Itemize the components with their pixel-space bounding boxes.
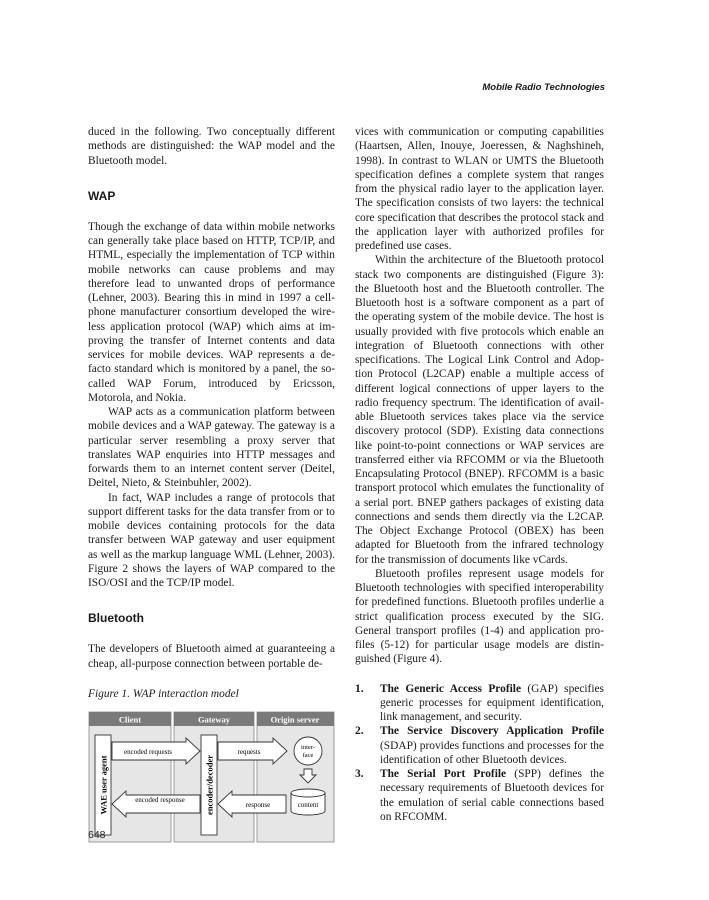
wap-interaction-figure xyxy=(88,711,335,843)
left-column xyxy=(88,125,335,843)
list-item-text: (SPP) defines the necessary requirements of Bluetooth devices for the emulation of serial cable connections based on RFCOMM. xyxy=(380,768,604,823)
origin-server-panel xyxy=(257,712,334,842)
figure-caption: Figure 1. WAP interaction model xyxy=(88,687,239,700)
wap-paragraph-2: WAP acts as a communication platform between mobile devices and a WAP gateway. The gateway is a particular server resembling a proxy server that translates WAP enquiries into HTTP messages and forwards them to an internet content server (Deitel, Deitel, Nieto, & Steinbuhler, 2002). xyxy=(88,406,335,490)
list-item: 2. The Service Discovery Application Profile (SDAP) provides functions and processes for the identification of other Bluetooth devices. xyxy=(355,725,604,766)
bluetooth-paragraph-1: The developers of Bluetooth aimed at guaranteeing a cheap, all-purpose connection between portable de- xyxy=(88,643,335,670)
page-number: 648 xyxy=(88,829,106,841)
list-item: 1. The Generic Access Profile (GAP) specifies generic processes for equipment identification, link management, and security. xyxy=(355,682,604,723)
encoded-response-arrow xyxy=(112,791,200,817)
encoder-decoder-label: encoder/decoder xyxy=(204,755,215,815)
list-item: 3. The Serial Port Profile (SPP) defines the necessary requirements of Bluetooth devices for the emulation of serial cable connections based on RFCOMM. xyxy=(355,768,604,823)
encoded-response-label: encoded response xyxy=(135,796,185,804)
list-item-term: The Service Discovery Application Profile xyxy=(380,725,604,738)
response-label: response xyxy=(245,801,271,809)
right-column xyxy=(355,125,604,824)
list-item-term: The Generic Access Profile xyxy=(380,682,522,695)
gateway-header: Gateway xyxy=(197,714,231,725)
profile-list xyxy=(355,682,604,825)
requests-label: requests xyxy=(237,748,261,756)
list-item-term: The Serial Port Profile xyxy=(380,768,507,780)
list-item-text: (SDAP) provides functions and processes for the identification of other Bluetooth devices. xyxy=(380,739,604,766)
interface-label-line2: face xyxy=(302,752,314,759)
bluetooth-paragraph-3: Within the architecture of the Bluetooth protocol stack two components are distinguished (Figure 3): the Bluetooth host and the Bluetooth controller. The Bluetooth host is a software component as a part of the operating system of the mobile device. The host is usually provided with five protocols which enable an integration of Bluetooth connections with other specifications. The Logical Link Control and Adop-tion Protocol (L2CAP) enable a multiple access of different logical connections of upper layers to the radio frequency spectrum. The identification of avail-able Bluetooth services takes place via the service discovery protocol (SDP). Existing data connections like point-to-point connections or WAP services are transferred either via RFCOMM or via the Bluetooth Encapsulating Protocol (BNEP). RFCOMM is a basic transport protocol which emulates the functionality of a serial port. BNEP gathers packages of existing data connections and sends them directly via the L2CAP. The Object Exchange Protocol (OBEX) has been adapted for Bluetooth from the infrared technology for the transmission of documents like vCards. xyxy=(355,254,604,566)
wap-paragraph-3: In fact, WAP includes a range of protocols that support different tasks for the data transfer from or to mobile devices containing protocols for the data transfer between WAP gateway and user equipment as well as the markup language WML (Lehner, 2003). Figure 2 shows the layers of WAP compared to the ISO/OSI and the TCP/IP model. xyxy=(88,491,335,589)
client-header: Client xyxy=(118,714,142,725)
encoded-requests-label: encoded requests xyxy=(123,748,173,756)
bluetooth-paragraph-2: vices with communication or computing capabilities (Haartsen, Allen, Inouye, Joeressen, & Naghshineh, 1998). In contrast to WLAN or UMTS the Bluetooth specification defines a complete system that ranges from the physical radio layer to the application layer. The specification consists of two layers: the technical core specification that describes the protocol stack and the application layer with authorized profiles for predefined use cases. xyxy=(355,126,604,252)
wae-user-agent-label: WAE user agent xyxy=(98,755,109,815)
origin-server-header: Origin server xyxy=(270,714,320,725)
content-store-top xyxy=(291,789,325,797)
interface-label-line1: inter- xyxy=(301,744,315,751)
wap-diagram xyxy=(88,711,335,843)
list-item-text: (GAP) specifies generic processes for equipment identification, link management, and security. xyxy=(380,682,604,723)
interface-node xyxy=(294,737,322,765)
section-heading-bluetooth: Bluetooth xyxy=(88,611,144,626)
wap-paragraph-1: Though the exchange of data within mobile networks can generally take place based on HTTP, TCP/IP, and HTML, especially the implementation of TCP within mobile networks can cause problems and may therefore lead to unwanted drops of performance (Lehner, 2003). Bearing this in mind in 1997 a cell-phone manufacturer consortium developed the wire-less application protocol (WAP) which aims at im-proving the transfer of Internet contents and data services for mobile devices. WAP represents a de-facto standard which is monitored by a panel, the so-called WAP Forum, introduced by Ericsson, Motorola, and Nokia. xyxy=(88,220,335,404)
section-heading-wap: WAP xyxy=(88,188,116,203)
bluetooth-paragraph-4: Bluetooth profiles represent usage models for Bluetooth technologies with specified interoperability for predefined functions. Bluetooth profiles underlie a strict qualification process executed by the SIG. General transport profiles (1-4) and application pro-files (5-12) for particular usage models are distin-guished (Figure 4). xyxy=(355,567,604,666)
content-label: content xyxy=(297,801,319,809)
intro-paragraph: duced in the following. Two conceptually different methods are distinguished: the WAP model and the Bluetooth model. xyxy=(88,126,335,167)
running-title: Mobile Radio Technologies xyxy=(482,82,605,93)
